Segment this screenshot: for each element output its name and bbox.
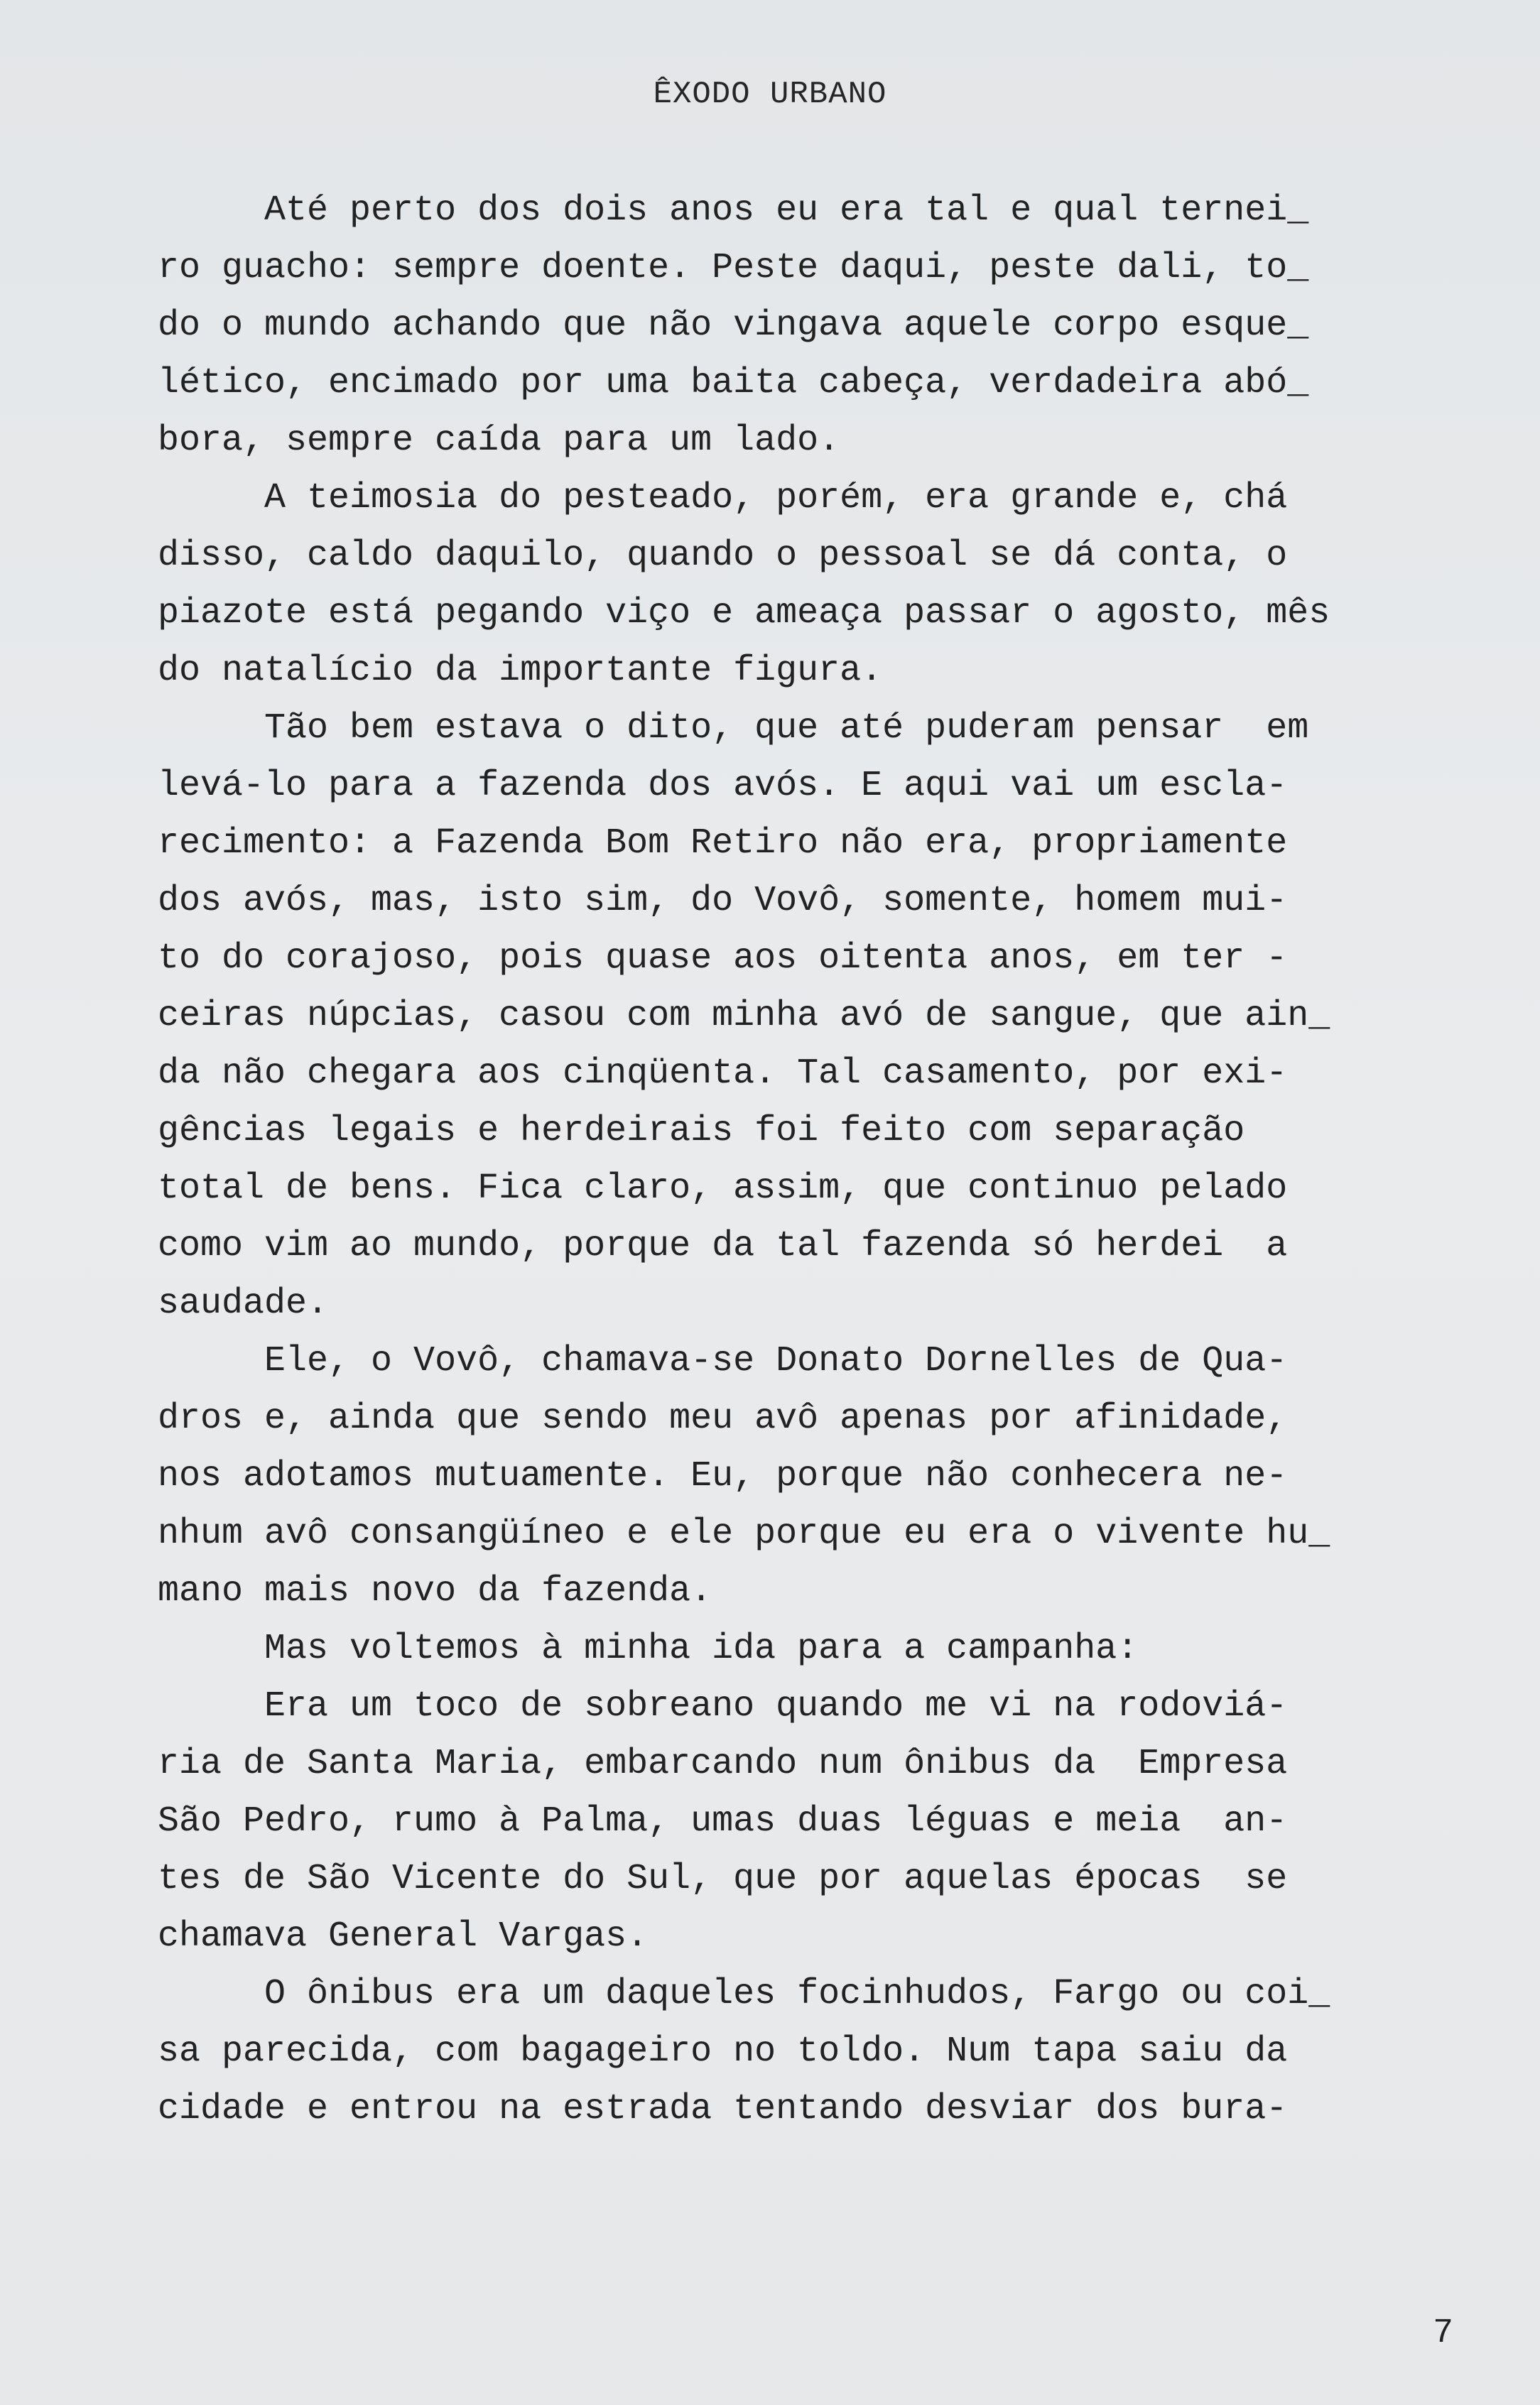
text-line: levá-lo para a fazenda dos avós. E aqui vai um escla-: [158, 766, 1288, 806]
text-line: saudade.: [158, 1283, 329, 1324]
text-line: Mas voltemos à minha ida para a campanha:: [158, 1629, 1139, 1669]
text-line: total de bens. Fica claro, assim, que continuo pelado: [158, 1168, 1288, 1209]
text-line: sa parecida, com bagageiro no toldo. Num tapa saiu da: [158, 2031, 1288, 2072]
page-number: 7: [1433, 2314, 1453, 2352]
text-line: dos avós, mas, isto sim, do Vovô, somente, homem mui-: [158, 881, 1288, 921]
text-line: ro guacho: sempre doente. Peste daqui, peste dali, to_: [158, 248, 1309, 288]
text-line: to do corajoso, pois quase aos oitenta anos, em ter -: [158, 938, 1288, 979]
text-line: gências legais e herdeirais foi feito com separação: [158, 1111, 1245, 1151]
text-line: lético, encimado por uma baita cabeça, verdadeira abó_: [158, 363, 1309, 403]
text-line: mano mais novo da fazenda.: [158, 1571, 712, 1612]
text-line: tes de São Vicente do Sul, que por aquelas épocas se: [158, 1859, 1288, 1899]
text-line: disso, caldo daquilo, quando o pessoal se dá conta, o: [158, 536, 1288, 576]
text-line: dros e, ainda que sendo meu avô apenas por afinidade,: [158, 1399, 1288, 1439]
chapter-title: ÊXODO URBANO: [653, 77, 887, 112]
text-line: da não chegara aos cinqüenta. Tal casamento, por exi-: [158, 1053, 1288, 1094]
text-line: ceiras núpcias, casou com minha avó de sangue, que ain_: [158, 996, 1330, 1036]
text-line: como vim ao mundo, porque da tal fazenda só herdei a: [158, 1226, 1288, 1266]
text-line: O ônibus era um daqueles focinhudos, Fargo ou coi_: [158, 1974, 1330, 2014]
text-line: A teimosia do pesteado, porém, era grande e, chá: [158, 478, 1288, 519]
text-line: São Pedro, rumo à Palma, umas duas léguas e meia an-: [158, 1801, 1288, 1842]
text-line: recimento: a Fazenda Bom Retiro não era, propriamente: [158, 823, 1288, 864]
text-line: nos adotamos mutuamente. Eu, porque não conhecera ne-: [158, 1456, 1288, 1497]
text-line: nhum avô consangüíneo e ele porque eu era o vivente hu_: [158, 1514, 1330, 1554]
text-line: chamava General Vargas.: [158, 1916, 649, 1957]
text-line: Ele, o Vovô, chamava-se Donato Dornelles de Qua-: [158, 1341, 1288, 1381]
text-line: do o mundo achando que não vingava aquele corpo esque_: [158, 305, 1309, 346]
text-line: piazote está pegando viço e ameaça passar o agosto, mês: [158, 593, 1330, 634]
text-line: Tão bem estava o dito, que até puderam pensar em: [158, 708, 1309, 749]
body-text: [158, 182, 1458, 2138]
text-line: Era um toco de sobreano quando me vi na rodoviá-: [158, 1686, 1288, 1727]
text-line: bora, sempre caída para um lado.: [158, 420, 840, 461]
text-line: ria de Santa Maria, embarcando num ônibus da Empresa: [158, 1744, 1288, 1784]
text-line: do natalício da importante figura.: [158, 651, 883, 691]
text-line: cidade e entrou na estrada tentando desviar dos bura-: [158, 2089, 1288, 2129]
text-line: Até perto dos dois anos eu era tal e qual ternei_: [158, 190, 1309, 231]
